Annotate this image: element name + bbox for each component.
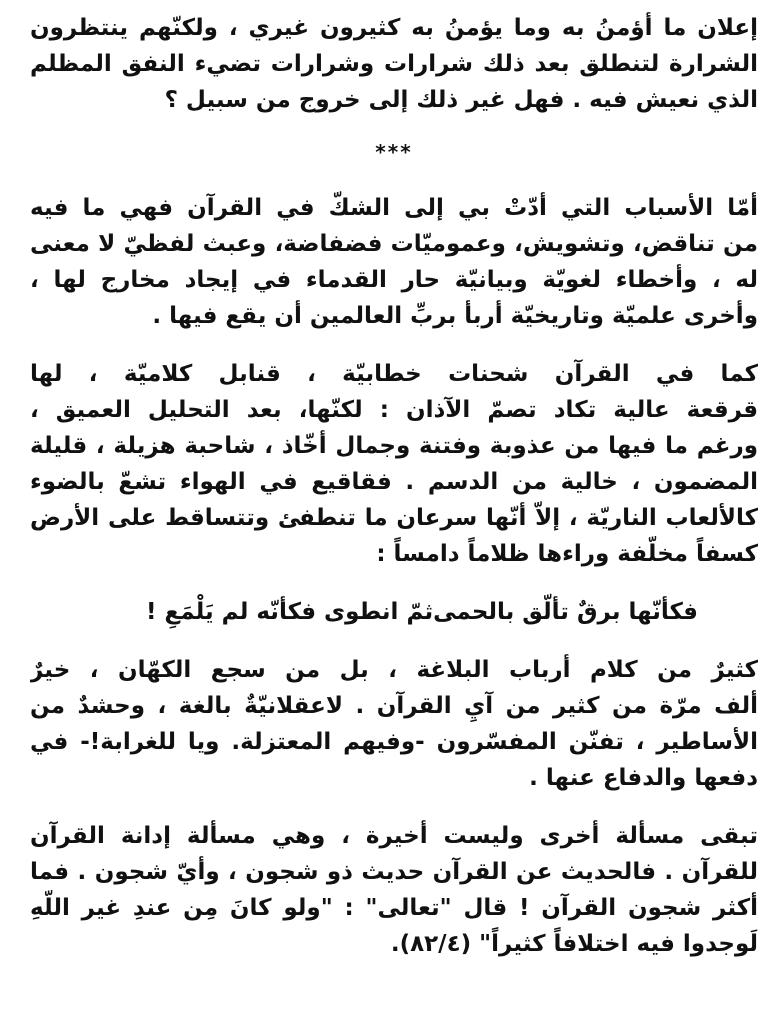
text-line: ألف مرّة من كثير من آيِ القرآن . لاعقلانيّةٌ بالغة ، وحشدٌ من (30, 693, 758, 719)
text-line: من تناقض، وتشويش، وعموميّات فضفاضة، وعبث لفظيّ لا معنى (30, 231, 758, 257)
paragraph-4 (30, 652, 758, 796)
text-line: ورغم ما فيها من عذوبة وفتنة وجمال أخّاذ ، شاحبة هزيلة ، قليلة (30, 433, 758, 459)
text-line: دفعها والدفاع عنها . (529, 765, 758, 791)
text-line: أكثر شجون القرآن ! قال "تعالى" : "ولو كانَ مِن عندِ غير اللّهِ (30, 895, 758, 921)
text-line: قرقعة عالية تكاد تصمّ الآذان : لكنّها، بعد التحليل العميق ، (30, 397, 758, 423)
text-line: كثيرٌ من كلام أرباب البلاغة ، بل من سجع الكهّان ، خيرٌ (30, 657, 758, 683)
text-line: كما في القرآن شحنات خطابيّة ، قنابل كلاميّة ، لها (30, 361, 758, 387)
verse-first-hemistich: فكأنّها برقٌ تألّق بالحمى (433, 599, 698, 625)
paragraph-1 (30, 10, 758, 118)
document-page (30, 10, 758, 962)
text-line: المضمون ، خالية من الدسم . فقاقيع في الهواء تشعّ بالضوء (30, 469, 758, 495)
text-line: الشرارة لتنطلق بعد ذلك شرارات وشرارات تضيء النفق المظلم (30, 51, 758, 77)
text-line: وأخرى علميّة وتاريخيّة أربأ بربِّ العالمين أن يقع فيها . (152, 303, 758, 329)
text-line: للقرآن . فالحديث عن القرآن حديث ذو شجون ، وأيّ شجون . فما (30, 859, 758, 885)
text-line: إعلان ما أؤمنُ به وما يؤمنُ به كثيرون غيري ، ولكنّهم ينتظرون (30, 15, 758, 41)
text-line: لَوجدوا فيه اختلافاً كثيراً" (٨٢/٤). (390, 931, 758, 957)
text-line: أمّا الأسباب التي أدّتْ بي إلى الشكّ في القرآن فهي ما فيه (30, 195, 758, 221)
paragraph-2 (30, 190, 758, 334)
text-line: الأساطير ، تفنّن المفسّرون -وفيهم المعتزلة. ويا للغرابة!- في (30, 729, 758, 755)
verse-second-hemistich: ثمّ انطوى فكأنّه لم يَلْمَعِ ! (146, 599, 434, 625)
paragraph-5 (30, 818, 758, 962)
text-line: كسفاً مخلّفة وراءها ظلاماً دامساً : (376, 541, 758, 567)
text-line: كالألعاب الناريّة ، إلاّ أنّها سرعان ما تنطفئ وتتساقط على الأرض (30, 505, 758, 531)
section-separator: *** (375, 140, 413, 164)
text-line: تبقى مسألة أخرى وليست أخيرة ، وهي مسألة إدانة القرآن (30, 823, 758, 849)
text-line: له ، وأخطاء لغويّة وبيانيّة حار القدماء في إيجاد مخارج لها ، (30, 267, 758, 293)
text-line: الذي نعيش فيه . فهل غير ذلك إلى خروج من سبيل ؟ (164, 87, 758, 113)
paragraph-3 (30, 356, 758, 572)
poetry-verse (30, 594, 758, 630)
